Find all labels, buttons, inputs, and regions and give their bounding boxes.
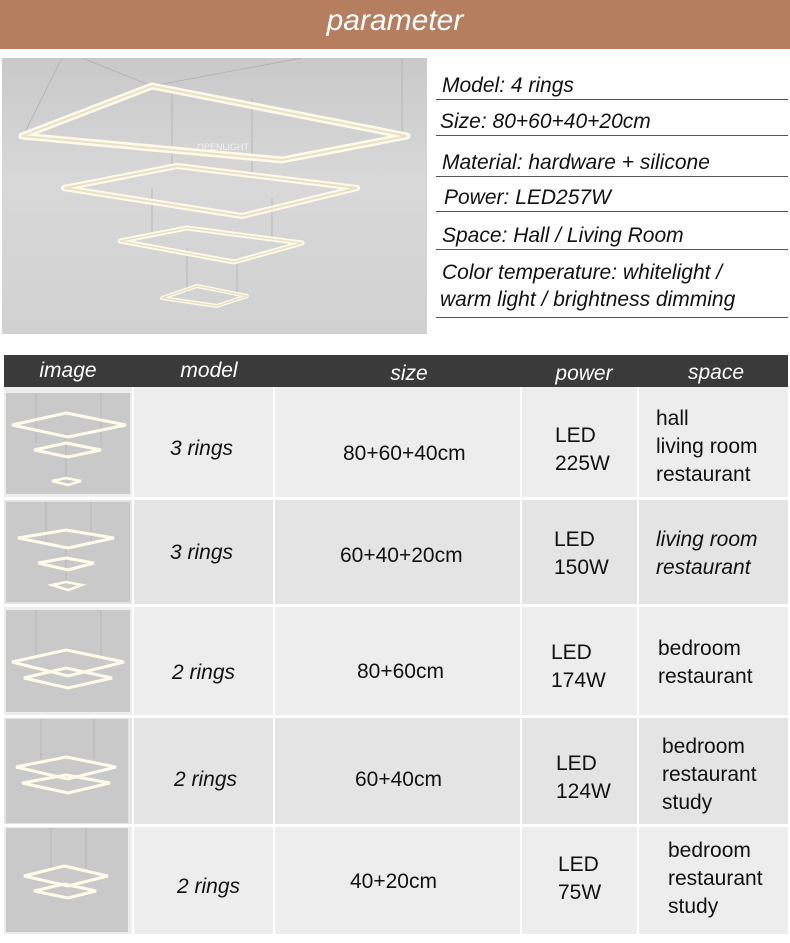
spec-material — [436, 149, 788, 177]
row-model: 2 rings — [177, 875, 241, 898]
row-space-1: bedroom — [668, 839, 751, 862]
spec-model-text: Model: 4 rings — [442, 74, 574, 97]
row-size: 60+40+20cm — [340, 544, 463, 567]
row-size: 60+40cm — [355, 768, 442, 791]
row-space-2: restaurant — [656, 556, 751, 579]
three-ring-lamp-thumbnail — [6, 393, 130, 494]
spec-space-text: Space: Hall / Living Room — [442, 224, 684, 247]
spec-color-temperature — [436, 259, 788, 318]
spec-color-temperature-line-1: Color temperature: whitelight / — [442, 261, 723, 284]
row-power-watts: 174W — [551, 669, 606, 692]
banner-title: parameter — [326, 4, 464, 37]
row-power-watts: 225W — [555, 452, 610, 475]
row-space-2: restaurant — [658, 665, 753, 688]
row-divider — [4, 497, 788, 500]
row-image — [6, 393, 130, 494]
two-ring-lamp-thumbnail — [6, 828, 128, 932]
column-divider — [273, 387, 275, 934]
row-space-1: bedroom — [662, 735, 745, 758]
row-space-2: restaurant — [668, 867, 763, 890]
spec-size-text: Size: 80+60+40+20cm — [440, 110, 651, 133]
row-image — [6, 828, 128, 932]
column-divider — [637, 387, 639, 934]
table-row — [4, 499, 788, 606]
row-divider — [4, 604, 788, 607]
spec-space — [436, 222, 788, 250]
row-power-type: LED — [551, 641, 592, 664]
table-row — [4, 717, 788, 826]
header-model: model — [180, 359, 238, 382]
row-power-watts: 150W — [554, 556, 609, 579]
row-space-1: hall — [656, 407, 689, 430]
table-row — [4, 606, 788, 717]
row-size: 80+60+40cm — [343, 442, 466, 465]
table-row — [4, 387, 788, 499]
row-power-type: LED — [558, 853, 599, 876]
row-space-2: restaurant — [662, 763, 757, 786]
three-ring-lamp-thumbnail — [6, 502, 130, 602]
row-model: 3 rings — [170, 437, 234, 460]
spec-model — [436, 72, 788, 100]
header-space: space — [687, 361, 745, 384]
column-divider — [132, 387, 134, 934]
row-power-watts: 124W — [556, 780, 611, 803]
row-divider — [4, 824, 788, 827]
title-banner — [0, 0, 790, 49]
spec-material-text: Material: hardware + silicone — [442, 151, 710, 174]
product-image — [2, 58, 427, 334]
row-power-type: LED — [555, 424, 596, 447]
header-size: size — [390, 362, 428, 385]
row-model: 3 rings — [170, 541, 234, 564]
row-space-1: living room — [656, 528, 758, 551]
two-ring-lamp-thumbnail — [6, 719, 128, 823]
row-space-3: study — [662, 791, 713, 814]
table-row — [4, 826, 788, 934]
row-image — [6, 502, 130, 602]
header-image: image — [39, 359, 97, 382]
row-model: 2 rings — [172, 661, 236, 684]
row-power-watts: 75W — [558, 881, 602, 904]
row-power-type: LED — [554, 528, 595, 551]
spec-power — [436, 184, 788, 212]
watermark: OPENLIGHT — [197, 142, 250, 152]
four-ring-lamp-illustration — [2, 58, 427, 334]
row-power-type: LED — [556, 752, 597, 775]
row-divider — [4, 715, 788, 718]
row-space-3: restaurant — [656, 463, 751, 486]
table-header — [4, 355, 788, 387]
row-size: 80+60cm — [357, 660, 444, 683]
row-space-2: living room — [656, 435, 758, 458]
spec-color-temperature-line-2: warm light / brightness dimming — [440, 288, 736, 311]
row-space-1: bedroom — [658, 637, 741, 660]
column-divider — [520, 387, 522, 934]
spec-power-text: Power: LED257W — [444, 186, 611, 209]
row-image — [6, 719, 128, 823]
two-ring-lamp-thumbnail — [6, 610, 130, 712]
row-size: 40+20cm — [350, 870, 437, 893]
row-image — [6, 610, 130, 712]
header-power: power — [555, 362, 613, 385]
spec-size — [436, 108, 788, 136]
row-space-3: study — [668, 895, 719, 918]
row-model: 2 rings — [174, 768, 238, 791]
